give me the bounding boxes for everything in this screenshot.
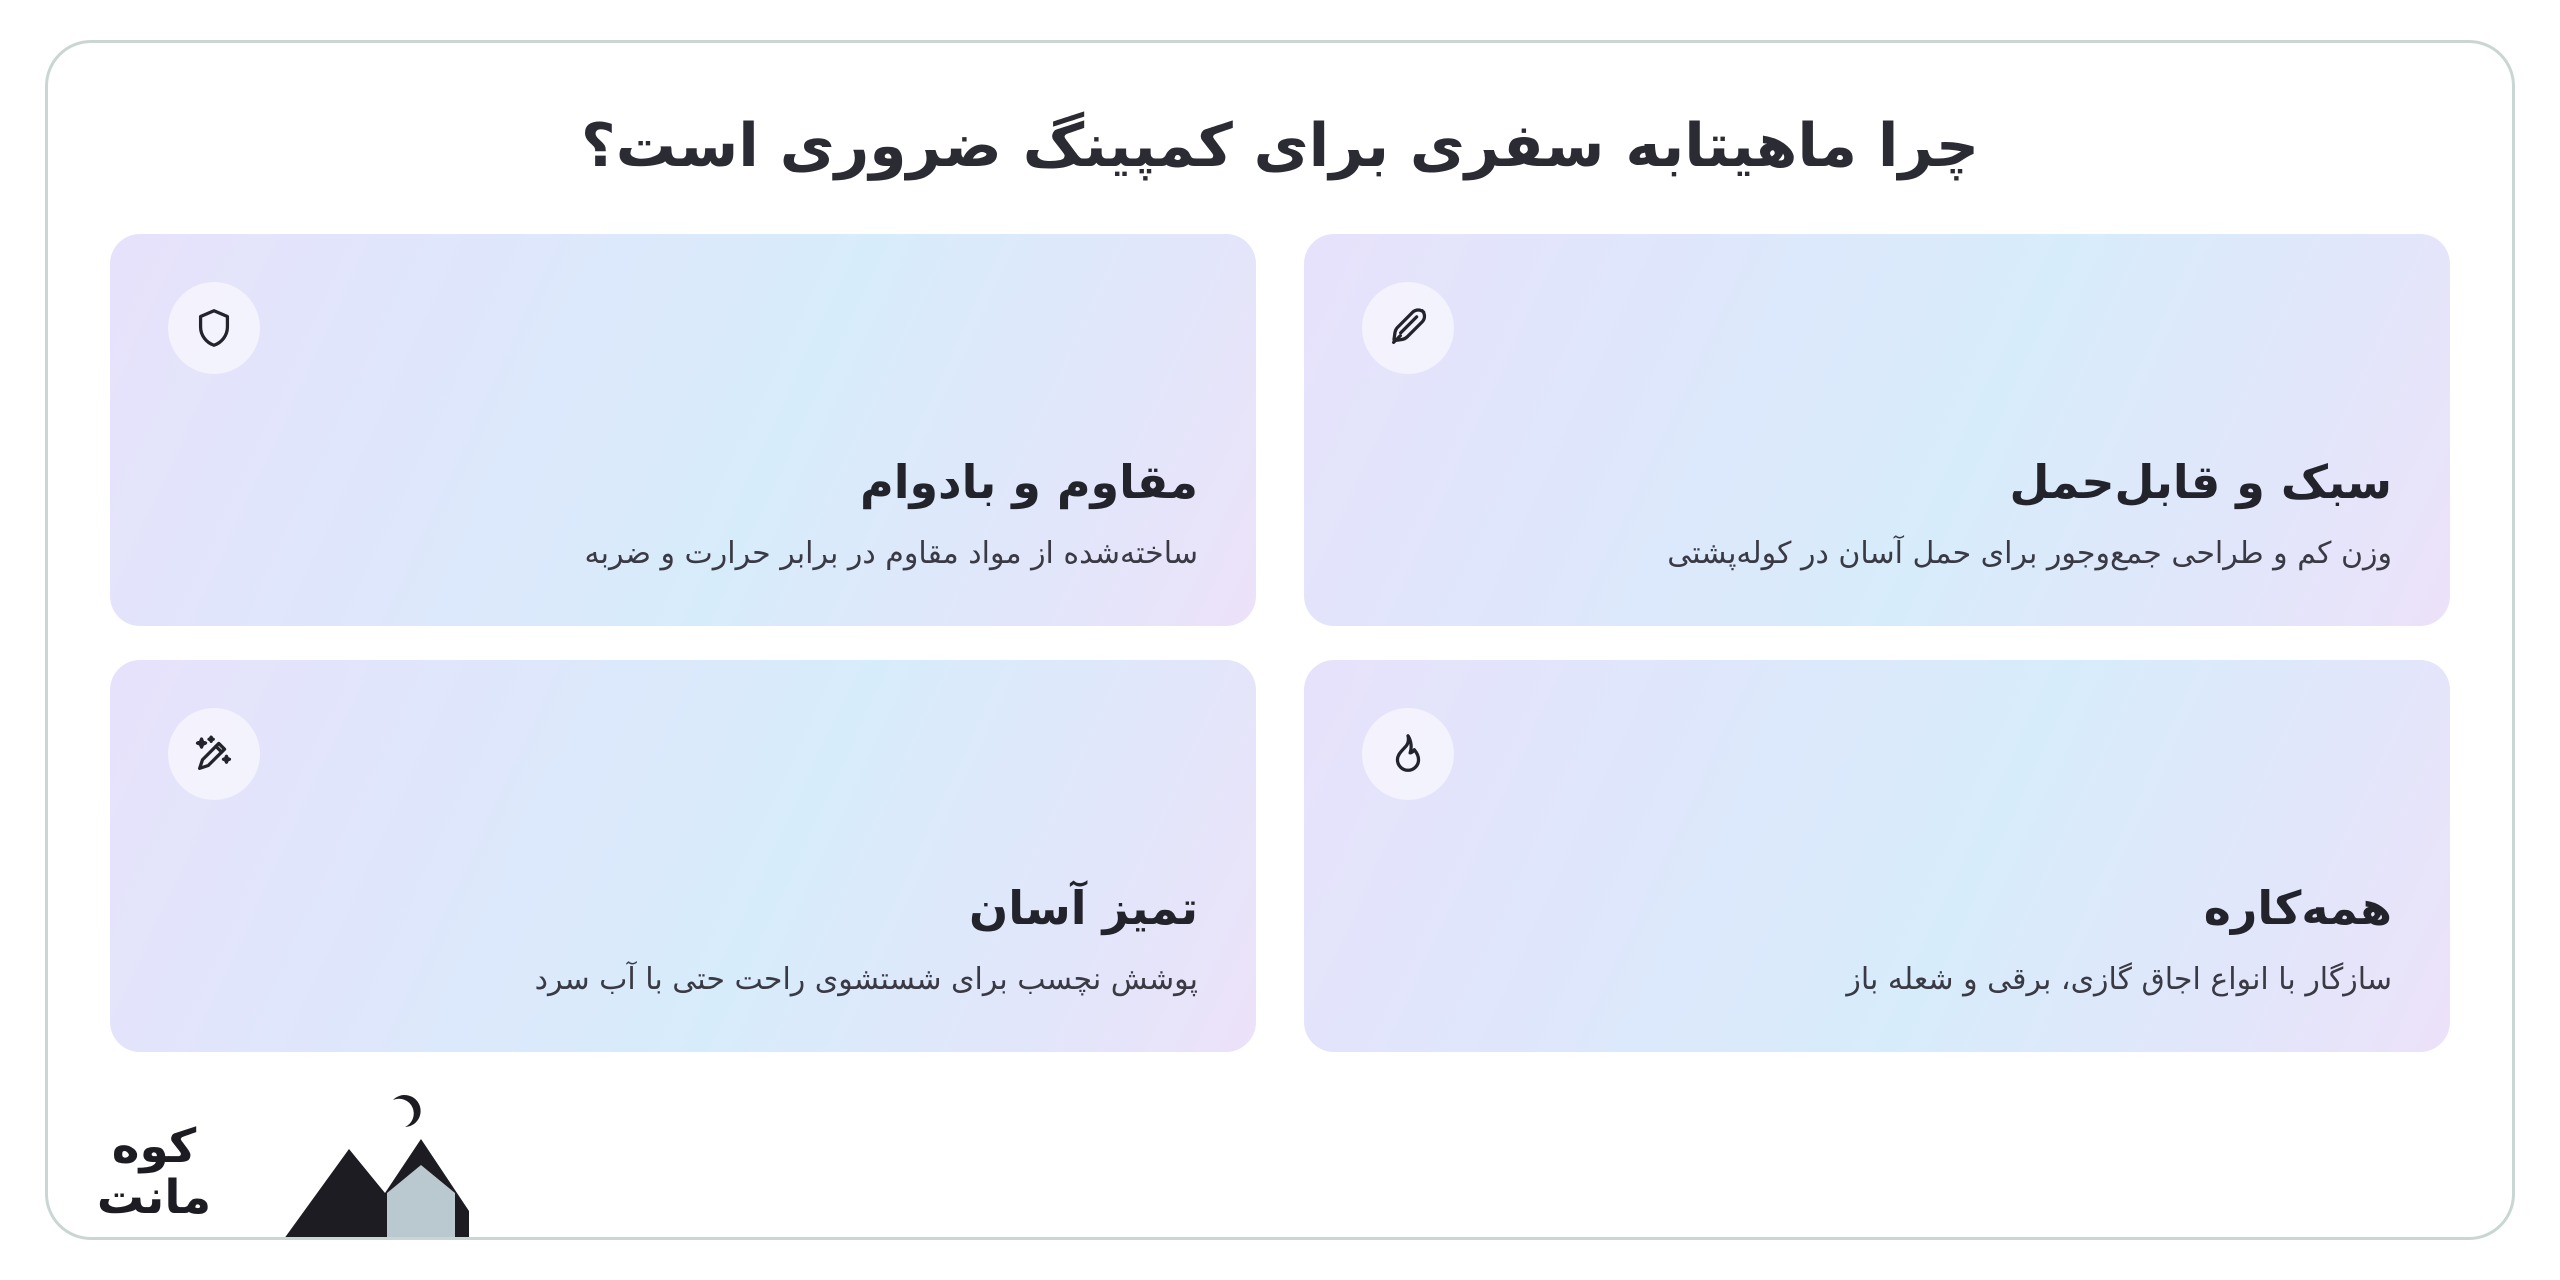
spacer [1362,374,2392,451]
feature-description: پوشش نچسب برای شستشوی راحت حتی با آب سرد [534,962,1198,997]
feather-icon [1362,282,1454,374]
feature-title: تمیز آسان [968,880,1198,935]
content-frame [45,40,2515,1240]
feature-title: همه‌کاره [2203,880,2392,935]
feature-description: ساخته‌شده از مواد مقاوم در برابر حرارت و ضربه [584,536,1198,571]
feature-card[interactable] [1304,660,2450,1052]
feature-card[interactable] [110,660,1256,1052]
flame-icon [1362,708,1454,800]
magic-wand-sparkle-icon [168,708,260,800]
brand-logo [49,1053,469,1240]
page-title: چرا ماهیتابه سفری برای کمپینگ ضروری است؟ [580,111,1980,181]
feature-card[interactable] [1304,234,2450,626]
feature-card[interactable] [110,234,1256,626]
feature-description: سازگار با انواع اجاق گازی، برقی و شعله باز [1846,962,2392,997]
feature-title: مقاوم و بادوام [859,454,1198,509]
feature-description: وزن کم و طراحی جمع‌وجور برای حمل آسان در کوله‌پشتی [1667,536,2392,571]
features-grid [110,234,2450,1052]
logo-wordmark [59,1119,249,1225]
logo-line-2: مانت [96,1170,212,1225]
spacer [1362,800,2392,877]
shield-icon [168,282,260,374]
spacer [168,374,1198,451]
feature-title: سبک و قابل‌حمل [2009,454,2392,509]
spacer [168,800,1198,877]
logo-line-1: کوه [111,1119,197,1174]
